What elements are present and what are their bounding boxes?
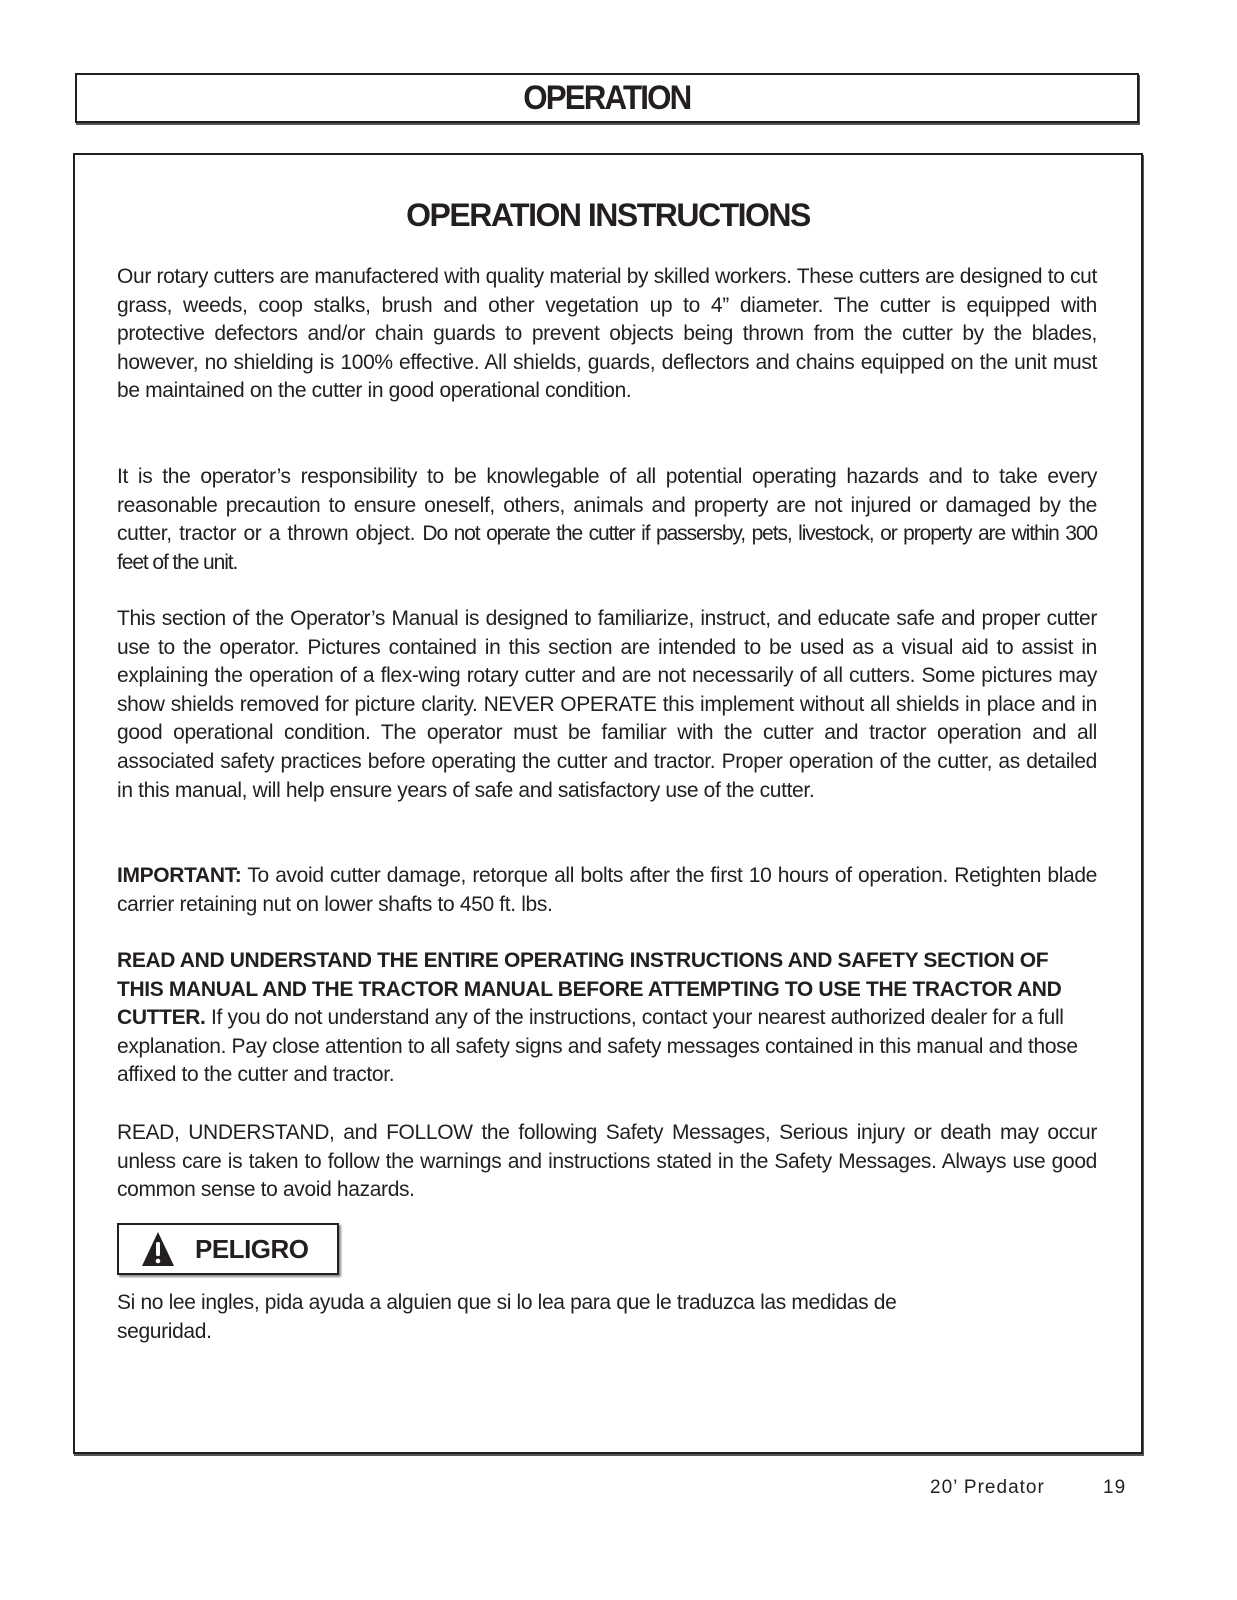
warning-triangle-icon bbox=[141, 1231, 175, 1267]
paragraph-manual-section: This section of the Operator’s Manual is designed to familiarize, instruct, and educate safe and proper cutter use to the operator. Pictures contained in this section are intended to be used as a visual aid to assist in explaining the operation of a flex-wing rotary cutter and are not necessarily of all cutters. Some pictures may show shields removed for picture clarity. NEVER OPERATE this implement without all shields in place and in good operational condition. The operator must be familiar with the cutter and tractor operation and all associated safety practices before operating the cutter and tractor. Proper operation of the cutter, as detailed in this manual, will help ensure years of safe and satisfactory use of the cutter. bbox=[117, 607, 1097, 802]
paragraph-responsibility-main: It is the operator’s responsibility to be knowlegable of all potential operating hazards and to take every reasonable precaution to ensure oneself, others, animals and property are not injured or damaged by the cutter, tractor or a thrown object. bbox=[117, 465, 1097, 546]
footer-page-number: 19 bbox=[1103, 1477, 1127, 1498]
peligro-text: PELIGRO bbox=[195, 1233, 309, 1264]
page-title: OPERATION INSTRUCTIONS bbox=[406, 197, 810, 233]
paragraph-read-understand bbox=[117, 947, 1097, 1090]
paragraph-spanish-notice: Si no lee ingles, pida ayuda a alguien que si lo lea para que le traduzca las medidas de seguridad. bbox=[117, 1291, 897, 1343]
important-label: IMPORTANT: bbox=[117, 864, 242, 887]
paragraph-quality: Our rotary cutters are manufactered with quality material by skilled workers. These cutters are designed to cut grass, weeds, coop stalks, brush and other vegetation up to 4” diameter. The cutter is equipped with protective defectors and/or chain guards to prevent objects being thrown from the cutter by the blades, however, no shielding is 100% effective. All shields, guards, deflectors and chains equipped on the unit must be maintained on the cutter in good operational condition. bbox=[117, 265, 1097, 403]
paragraph-safety-messages: READ, UNDERSTAND, and FOLLOW the following Safety Messages, Serious injury or death may occur unless care is taken to follow the warnings and instructions stated in the Safety Messages. Always use good common sense to avoid hazards. bbox=[117, 1121, 1097, 1202]
peligro-warning-label bbox=[117, 1223, 339, 1275]
read-understand-bold: READ AND UNDERSTAND THE ENTIRE OPERATING INSTRUCTIONS AND SAFETY SECTION OF THIS MANUAL AND THE TRACTOR MANUAL BEFORE ATTEMPTING TO USE THE TRACTOR AND CUTTER. bbox=[117, 949, 1062, 1030]
paragraph-important bbox=[117, 862, 1097, 919]
section-header-box bbox=[75, 73, 1139, 123]
paragraph-responsibility-condensed: Do not operate the cutter if passersby, pets, livestock, or property are within 300 feet of the unit. bbox=[117, 522, 1097, 574]
section-header-title: OPERATION bbox=[523, 78, 691, 117]
read-understand-text: If you do not understand any of the instructions, contact your nearest authorized dealer for a full explanation. Pay close attention to all safety signs and safety messages contained in this manual and those affixed to the cutter and tractor. bbox=[117, 1006, 1078, 1087]
important-text: To avoid cutter damage, retorque all bolts after the first 10 hours of operation. Retighten blade carrier retaining nut on lower shafts to 450 ft. lbs. bbox=[117, 864, 1097, 916]
content-box bbox=[73, 153, 1143, 1454]
footer-model-name: 20’ Predator bbox=[930, 1477, 1045, 1498]
paragraph-responsibility bbox=[117, 463, 1097, 577]
